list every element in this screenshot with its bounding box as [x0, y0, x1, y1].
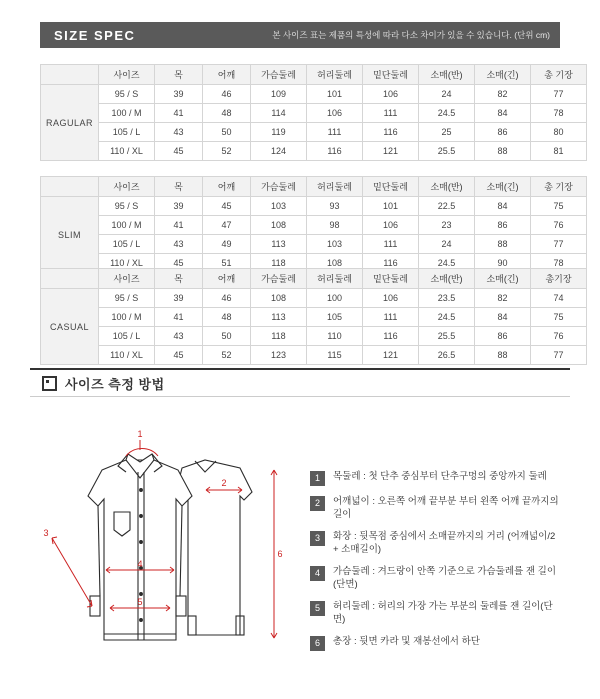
legend-item [310, 600, 580, 626]
col-header: 밑단둘레 [363, 65, 419, 85]
table-row [41, 235, 587, 254]
cell: 106 [307, 104, 363, 123]
cell: 121 [363, 142, 419, 161]
col-header: 밑단둘레 [363, 269, 419, 289]
cell: 100 / M [99, 308, 155, 327]
cell: 76 [531, 216, 587, 235]
cell: 84 [475, 197, 531, 216]
cell: 103 [251, 197, 307, 216]
cell: 100 / M [99, 104, 155, 123]
cell: 76 [531, 327, 587, 346]
table-row [41, 327, 587, 346]
table-row [41, 289, 587, 308]
cell: 95 / S [99, 197, 155, 216]
spec-table-slim-wrap [40, 176, 573, 273]
cell: 50 [203, 123, 251, 142]
cell: 98 [307, 216, 363, 235]
table-row [41, 85, 587, 104]
cell: 75 [531, 197, 587, 216]
cell: 111 [363, 308, 419, 327]
cell: 25.5 [419, 327, 475, 346]
cell: 39 [155, 289, 203, 308]
cell: 49 [203, 235, 251, 254]
cell: 121 [363, 346, 419, 365]
cell: 80 [531, 123, 587, 142]
cell: 111 [363, 104, 419, 123]
legend-number-badge: 1 [310, 471, 325, 486]
col-header: 허리둘레 [307, 269, 363, 289]
square-bullet-icon [42, 376, 57, 391]
cell: 114 [251, 104, 307, 123]
cell: 23 [419, 216, 475, 235]
cell: 24 [419, 85, 475, 104]
cell: 123 [251, 346, 307, 365]
legend-text: 가슴둘레 : 겨드랑이 안쪽 기준으로 가슴둘레를 잰 길이(단면) [333, 566, 557, 590]
cell: 43 [155, 235, 203, 254]
legend-item [310, 470, 580, 486]
col-header: 목 [155, 65, 203, 85]
cell: 39 [155, 197, 203, 216]
cell: 105 [307, 308, 363, 327]
cell: 45 [203, 197, 251, 216]
col-header: 어깨 [203, 269, 251, 289]
cell: 100 / M [99, 216, 155, 235]
measure-section-title: 사이즈 측정 방법 [65, 376, 165, 392]
cell: 45 [155, 254, 203, 273]
col-header: 목 [155, 177, 203, 197]
col-header: 어깨 [203, 177, 251, 197]
cell: 47 [203, 216, 251, 235]
cell: 24 [419, 235, 475, 254]
cell: 95 / S [99, 289, 155, 308]
cell: 78 [531, 254, 587, 273]
legend-number-badge: 4 [310, 566, 325, 581]
cell: 41 [155, 216, 203, 235]
cell: 106 [363, 289, 419, 308]
row-group-label: RAGULAR [41, 85, 99, 161]
legend-text: 목둘레 : 첫 단추 중심부터 단추구멍의 중앙까지 둘레 [333, 471, 547, 482]
shirt-measurement-diagram [30, 420, 320, 680]
legend-item [310, 495, 580, 521]
cell: 108 [307, 254, 363, 273]
cell: 82 [475, 289, 531, 308]
cell: 25.5 [419, 142, 475, 161]
cell: 77 [531, 346, 587, 365]
cell: 77 [531, 85, 587, 104]
col-header: 밑단둘레 [363, 177, 419, 197]
table-row [41, 123, 587, 142]
cell: 86 [475, 123, 531, 142]
legend-number-badge: 2 [310, 496, 325, 511]
corner-cell [41, 177, 99, 197]
cell: 111 [363, 235, 419, 254]
callout-2: 2 [221, 478, 227, 488]
measure-section-header [30, 368, 570, 397]
legend-text: 총장 : 뒷면 카라 및 재봉선에서 하단 [333, 636, 480, 647]
col-header: 가슴둘레 [251, 177, 307, 197]
cell: 116 [307, 142, 363, 161]
col-header: 소매(반) [419, 65, 475, 85]
cell: 41 [155, 308, 203, 327]
table-header-row [41, 177, 587, 197]
cell: 84 [475, 308, 531, 327]
cell: 43 [155, 327, 203, 346]
cell: 24.5 [419, 104, 475, 123]
cell: 118 [251, 254, 307, 273]
cell: 111 [307, 123, 363, 142]
cell: 116 [363, 254, 419, 273]
cell: 52 [203, 142, 251, 161]
cell: 88 [475, 346, 531, 365]
legend-item [310, 530, 580, 556]
cell: 100 [307, 289, 363, 308]
cell: 81 [531, 142, 587, 161]
cell: 90 [475, 254, 531, 273]
legend-number-badge: 5 [310, 601, 325, 616]
cell: 101 [363, 197, 419, 216]
table-row [41, 197, 587, 216]
cell: 105 / L [99, 327, 155, 346]
legend-text: 화장 : 뒷목점 중심에서 소매끝까지의 거리 (어깨넓이/2 + 소매길이) [333, 531, 556, 555]
cell: 103 [307, 235, 363, 254]
cell: 119 [251, 123, 307, 142]
size-spec-header [40, 22, 560, 48]
callout-3: 3 [43, 528, 49, 538]
col-header: 가슴둘레 [251, 65, 307, 85]
col-header: 총 기장 [531, 65, 587, 85]
cell: 88 [475, 235, 531, 254]
corner-cell [41, 269, 99, 289]
cell: 108 [251, 289, 307, 308]
col-header: 소매(긴) [475, 177, 531, 197]
spec-table-slim [40, 176, 587, 273]
spec-table-regular-wrap [40, 64, 573, 161]
callout-6: 6 [277, 549, 283, 559]
col-header: 목 [155, 269, 203, 289]
cell: 124 [251, 142, 307, 161]
legend-item [310, 565, 580, 591]
cell: 105 / L [99, 123, 155, 142]
legend-text: 어깨넓이 : 오른쪽 어깨 끝부분 부터 왼쪽 어깨 끝까지의 길이 [333, 496, 559, 520]
cell: 86 [475, 216, 531, 235]
cell: 93 [307, 197, 363, 216]
measurement-legend [310, 470, 580, 660]
col-header: 가슴둘레 [251, 269, 307, 289]
cell: 26.5 [419, 346, 475, 365]
col-header: 소매(긴) [475, 65, 531, 85]
cell: 95 / S [99, 85, 155, 104]
callout-4: 4 [137, 559, 143, 569]
spec-table-casual-wrap [40, 268, 572, 365]
row-group-label: CASUAL [41, 289, 99, 365]
cell: 118 [251, 327, 307, 346]
cell: 23.5 [419, 289, 475, 308]
cell: 109 [251, 85, 307, 104]
cell: 39 [155, 85, 203, 104]
cell: 110 / XL [99, 346, 155, 365]
cell: 48 [203, 104, 251, 123]
cell: 78 [531, 104, 587, 123]
row-group-label: SLIM [41, 197, 99, 273]
cell: 45 [155, 346, 203, 365]
col-header: 총기장 [531, 269, 587, 289]
cell: 52 [203, 346, 251, 365]
col-header: 사이즈 [99, 65, 155, 85]
legend-number-badge: 3 [310, 531, 325, 546]
cell: 88 [475, 142, 531, 161]
header-note: 본 사이즈 표는 제품의 특성에 따라 다소 차이가 있을 수 있습니다. (단위 cm) [272, 30, 550, 40]
table-header-row [41, 269, 587, 289]
spec-table-casual [40, 268, 587, 365]
legend-text: 허리둘레 : 허리의 가장 가는 부분의 둘레를 잰 길이(단면) [333, 601, 553, 625]
page-title: SIZE SPEC [54, 27, 136, 43]
col-header: 허리둘레 [307, 177, 363, 197]
table-row [41, 142, 587, 161]
shirt-diagram-svg [30, 420, 320, 680]
cell: 24.5 [419, 308, 475, 327]
col-header: 소매(반) [419, 177, 475, 197]
cell: 115 [307, 346, 363, 365]
corner-cell [41, 65, 99, 85]
cell: 86 [475, 327, 531, 346]
table-row [41, 216, 587, 235]
cell: 113 [251, 235, 307, 254]
cell: 113 [251, 308, 307, 327]
callout-1: 1 [137, 429, 143, 439]
col-header: 소매(반) [419, 269, 475, 289]
col-header: 사이즈 [99, 177, 155, 197]
table-row [41, 104, 587, 123]
cell: 24.5 [419, 254, 475, 273]
cell: 116 [363, 327, 419, 346]
table-row [41, 346, 587, 365]
cell: 110 [307, 327, 363, 346]
cell: 108 [251, 216, 307, 235]
col-header: 허리둘레 [307, 65, 363, 85]
cell: 75 [531, 308, 587, 327]
cell: 106 [363, 85, 419, 104]
cell: 43 [155, 123, 203, 142]
cell: 110 / XL [99, 142, 155, 161]
cell: 82 [475, 85, 531, 104]
cell: 48 [203, 308, 251, 327]
cell: 22.5 [419, 197, 475, 216]
cell: 46 [203, 85, 251, 104]
cell: 50 [203, 327, 251, 346]
callout-5: 5 [137, 597, 143, 607]
cell: 77 [531, 235, 587, 254]
cell: 110 / XL [99, 254, 155, 273]
cell: 116 [363, 123, 419, 142]
cell: 46 [203, 289, 251, 308]
legend-item [310, 635, 580, 651]
cell: 74 [531, 289, 587, 308]
col-header: 총 기장 [531, 177, 587, 197]
cell: 51 [203, 254, 251, 273]
cell: 25 [419, 123, 475, 142]
cell: 41 [155, 104, 203, 123]
cell: 84 [475, 104, 531, 123]
spec-table-regular [40, 64, 587, 161]
cell: 105 / L [99, 235, 155, 254]
table-row [41, 308, 587, 327]
cell: 106 [363, 216, 419, 235]
col-header: 어깨 [203, 65, 251, 85]
col-header: 소매(긴) [475, 269, 531, 289]
col-header: 사이즈 [99, 269, 155, 289]
table-header-row [41, 65, 587, 85]
legend-number-badge: 6 [310, 636, 325, 651]
cell: 101 [307, 85, 363, 104]
cell: 45 [155, 142, 203, 161]
